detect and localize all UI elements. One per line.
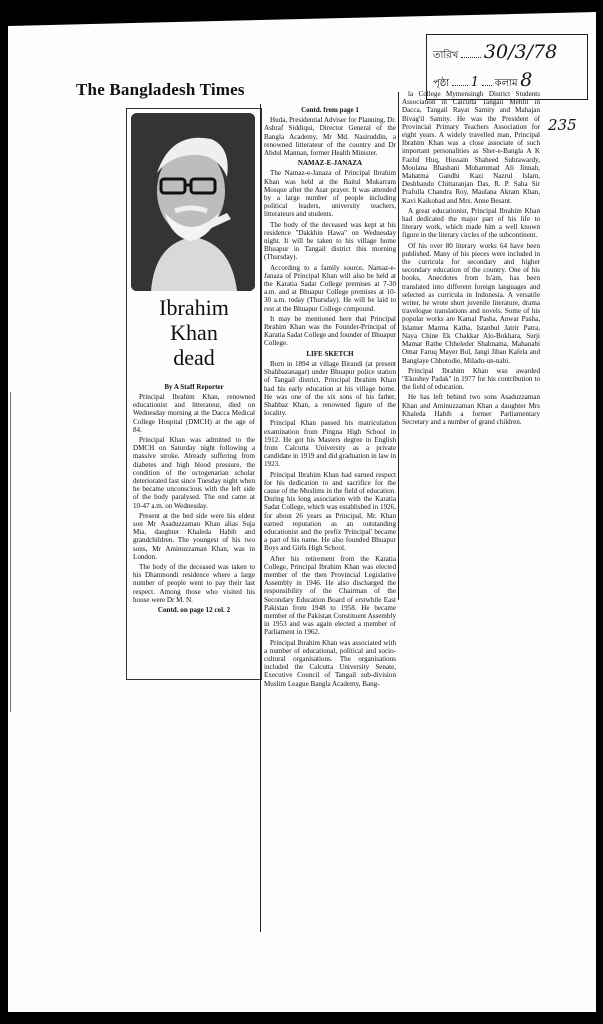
continued-note: Contd. on page 12 col. 2 xyxy=(157,606,231,615)
paragraph: He has left behind two sons Asaduzzaman Khan and Aminuzzaman Khan a daughter Mrs Khaleda Habib a former Parliamentary Secretary and a number of grand children. xyxy=(402,393,540,426)
headline xyxy=(127,295,261,370)
paragraph: la College Mymensingh District Students Association in Calcutta Tangail Mehfil in Dacca, Tangail Rayat Samity and Mahajan Bivag'il Samity. He was the President of Provincial Primary Teachers Association for eight years. A widely travelled man, Principal Ibrahim Khan was a close associate of such important personalities as Sher-e-Bangla A K Fazlul Huq, Hussain Shaheed Suhrawardy, Moulana Bhashani Mohammad Ali Jinnah, Mahatma Gandhi Kazi Nazrul Islam, Deshbandu Chittaranjan Das, R. P. Saha Sir Prafulla Chandra Roy, Maulana Akram Khan, Kavi Kaikobad and Mrs. Anne Besant. xyxy=(402,90,540,205)
headline-line: Khan xyxy=(170,320,218,345)
paragraph: Principal Ibrahim Khan had earned respect for his dedication to and sacrifice for the cause of the Muslims in the field of education. During his long association with the Karatia Sadat College, which was established in 1926, for about 26 years as Principal, Mr. Khan earned reputation as an outstanding educationist and the prefix 'Principal' became a part of his name. He also founded Bhuapur Boys and Girls High School. xyxy=(264,470,396,553)
portrait-photo xyxy=(131,113,255,291)
paragraph: It may be mentioned here that Principal Ibrahim Khan was the Founder-Principal of Karatia Sadat College and founder of Bhuapur College. xyxy=(264,314,396,348)
byline: By A Staff Reporter xyxy=(164,383,224,391)
headline-line: Ibrahim xyxy=(159,295,229,320)
paragraph: The Namaz-e-Janaza of Principal Ibrahim Khan was held at the Baitul Mukarram Mosque after the Asar prayer. It was attended by a large number of people including political leaders, university teachers, litterateurs and students. xyxy=(264,169,396,219)
lead-column xyxy=(126,108,262,680)
article-body-col2 xyxy=(264,104,396,932)
paragraph: Of his over 80 literary works 64 have been published. Many of his pieces were included in the curricula for secondary and higher secondary education of the country. One of his books, Anecdotes from Is'am, has been translated into different foreign languages and selected as curricula in Indonesia. A versatile writer, he wrote short juvenile literature, drama travelogue translations and novels. Some of his popular works are Kamal Pasha, Anwar Pasha, Islamer Marma Katha, Istanbul Jatrir Patra, Naya Chine Ek Chakkar Alo-Bokhara, Surji Mamar Rathe Chheleder Shahnama, Mahanabi Omar Faruq Mayer Bul, Jangi Jiban Kafela and Banglaye Chhotodie, Miladu-un-nabi. xyxy=(402,241,540,365)
paragraph: Principal Khan passed his matriculation examination from Pingna High School in 1912. He got his Masters degree in English from Calcutta University as a private candidate in 1919 and did graduation in law in 1923. xyxy=(264,419,396,469)
subheading-namaz: NAMAZ-E-JANAZA xyxy=(297,159,363,168)
archive-number: 235 xyxy=(548,116,577,134)
paragraph: Present at the bed side were his eldest son Mr Asaduzzaman Khan alias Suja Mia, daughter Khaleda Habib and grandchildren. The youngest of his two sons, Mr Aminuzzaman Khan, was in London. xyxy=(133,511,255,561)
article-body-col1 xyxy=(133,393,255,673)
stamp-date-value: 30/3/78 xyxy=(483,41,558,63)
paragraph: Principal Ibrahim Khan was awarded "Ekushey Padak" in 1977 for his contribution to the field of education. xyxy=(402,366,540,392)
column-divider xyxy=(398,92,399,600)
paragraph: Principal Ibrahim Khan was associated with a number of educational, political and socio-cultural organisations. The organisations included the Calcutta University Senate, Executive Council of Tangail sub-division Muslim League Bangla Academy, Bang- xyxy=(264,638,396,688)
headline-line: dead xyxy=(173,345,215,370)
paragraph: According to a family source, Namaz-e-Janaza of Principal Khan will also be held at the Karatia Sadat College premises at 7-30 a.m. and at Bhuapur College premises at 10-30 a.m. today (Thursday). He will be laid to rest at the Bhuapur College compound. xyxy=(264,263,396,313)
portrait-illustration xyxy=(131,113,255,291)
page-corner-shadow xyxy=(8,12,596,26)
paragraph: A great educationist, Principal Ibrahim Khan had dedicated the major part of his life to literary work, which made him a well known figure in the literary circles of the subcontinent. xyxy=(402,206,540,240)
subheading-life-sketch: LIFE SKETCH xyxy=(306,349,354,358)
article-body-col3 xyxy=(402,90,540,600)
stamp-date-label: তারিখ xyxy=(433,50,459,61)
newspaper-clipping xyxy=(8,12,596,1012)
masthead: The Bangladesh Times xyxy=(76,80,245,99)
fold-line xyxy=(10,392,11,712)
paragraph: Born in 1894 at village Birandi (at present Shahbazanagar) under Bhuapur police station of Tangail district, Principal Ibrahim Khan had his early education at his village home. He was one of the six sons of his father, Shahbaz Khan, a renowned figure of the locality. xyxy=(264,359,396,418)
third-column xyxy=(402,90,540,600)
paragraph: The body of the deceased was kept at his residence "Dakkhin Hawa" on Wednesday night. It will be taken to his village home Bhuapur in Tangail district this morning (Thursday). xyxy=(264,220,396,262)
paragraph: Principal Khan was admitted to the DMCH on Saturday night following a massive stroke. Already suffering from diabetes and high blood pressure, the condition of the octogenarian scholar deteriorated fast since Tuesday night when he became unconscious with the left side of the body paralysed. The end came at 10-47 a.m. on Wednesday. xyxy=(133,436,255,510)
continued-from-note: Contd. from page 1 xyxy=(301,106,359,114)
paragraph: Principal Ibrahim Khan, renowned educationist and litterateur, died on Wednesday morning at the Dacca Medical College Hospital (DMCH) at the age of 84. xyxy=(133,393,255,434)
stamp-col-label: কলাম xyxy=(494,78,518,89)
paragraph: Huda, Presidential Adviser for Planning, Dr. Ashraf Siddiqui, Director General of the Bangla Academy, Mr Md. Nasiruddin, a renowned litterateur of the country and Dr Abdul Mannan, former Health Minister. xyxy=(264,116,396,158)
stamp-page-label: পৃষ্ঠা xyxy=(433,78,450,89)
paragraph: The body of the deceased was taken to his Dhanmondi residence where a large number of people went to pay their last respect. Among those who visited his house were Dr M. N. xyxy=(133,563,255,604)
stamp-page-value: 1 xyxy=(470,75,480,90)
paragraph: After his retirement from the Karatia College, Principal Ibrahim Khan was elected member of the then Provincial Legislative Assembly in 1946. He also discharged the responsibility of the Chairman of the Secondary Education Board of erstwhile East Pakistan from 1948 to 1958. He became member of the Pakistan Constituent Assembly in 1953 and was again elected a member of Parliament in 1962. xyxy=(264,554,396,637)
stamp-col-value: 8 xyxy=(520,69,533,91)
column-divider xyxy=(260,104,261,932)
continuation-column xyxy=(264,104,396,932)
